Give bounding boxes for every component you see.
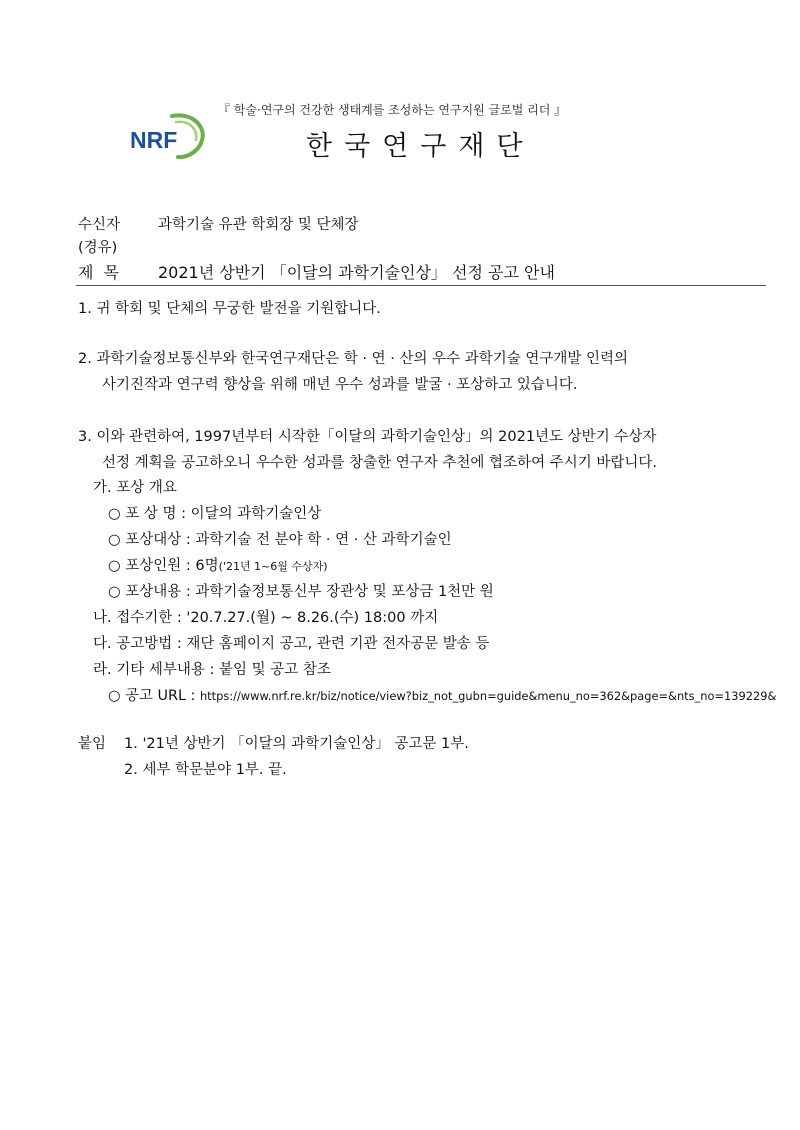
header-divider (76, 285, 766, 286)
award-count (108, 554, 328, 575)
paragraph-3-line-2: 선정 계획을 공고하오니 우수한 성과를 창출한 연구자 추천에 협조하여 주시기 바랍니다. (102, 455, 657, 471)
notice-url-line (108, 684, 776, 705)
award-count-text: ○ 포상인원 : 6명 (108, 558, 219, 574)
subject-value: 2021년 상반기 「이달의 과학기술인상」 선정 공고 안내 (158, 263, 555, 282)
section-na: 나. 접수기한 : '20.7.27.(월) ~ 8.26.(수) 18:00 까지 (93, 610, 439, 626)
award-target: ○ 포상대상 : 과학기술 전 분야 학 · 연 · 산 과학기술인 (108, 532, 452, 548)
subject-label: 제 목 (78, 263, 120, 282)
nrf-logo (128, 110, 208, 162)
attachment-item-1: 1. '21년 상반기 「이달의 과학기술인상」 공고문 1부. (124, 736, 469, 752)
section-ga: 가. 포상 개요 (93, 480, 177, 496)
paragraph-3-line-1: 3. 이와 관련하여, 1997년부터 시작한「이달의 과학기술인상」의 2021년도 상반기 수상자 (78, 429, 657, 445)
section-ra: 라. 기타 세부내용 : 붙임 및 공고 참조 (93, 662, 331, 678)
attachment-label: 붙임 (78, 736, 107, 752)
notice-url-link[interactable]: https://www.nrf.re.kr/biz/notice/view?biz_not_gubn=guide&menu_no=362&page=&nts_no=139229& (199, 689, 777, 703)
recipient-value: 과학기술 유관 학회장 및 단체장 (158, 217, 359, 233)
award-name: ○ 포 상 명 : 이달의 과학기술인상 (108, 506, 322, 522)
organization-name: 한국연구재단 (306, 131, 535, 162)
recipient-label: 수신자 (78, 217, 121, 233)
paragraph-2-line-1: 2. 과학기술정보통신부와 한국연구재단은 학 · 연 · 산의 우수 과학기술 연구개발 인력의 (78, 351, 628, 367)
attachment-item-2: 2. 세부 학문분야 1부. 끝. (124, 762, 287, 778)
award-content: ○ 포상내용 : 과학기술정보통신부 장관상 및 포상금 1천만 원 (108, 584, 494, 600)
paragraph-2-line-2: 사기진작과 연구력 향상을 위해 매년 우수 성과를 발굴 · 포상하고 있습니다. (102, 377, 578, 393)
award-count-note: ('21년 1~6월 수상자) (218, 560, 328, 573)
section-da: 다. 공고방법 : 재단 홈페이지 공고, 관련 기관 전자공문 발송 등 (93, 636, 490, 652)
via-label: (경유) (78, 240, 118, 256)
logo-text: NRF (130, 127, 178, 153)
url-label: ○ 공고 URL : (108, 688, 200, 704)
slogan: 『 학술·연구의 건강한 생태계를 조성하는 연구지원 글로벌 리더 』 (218, 103, 567, 117)
paragraph-1: 1. 귀 학회 및 단체의 무궁한 발전을 기원합니다. (78, 301, 381, 317)
